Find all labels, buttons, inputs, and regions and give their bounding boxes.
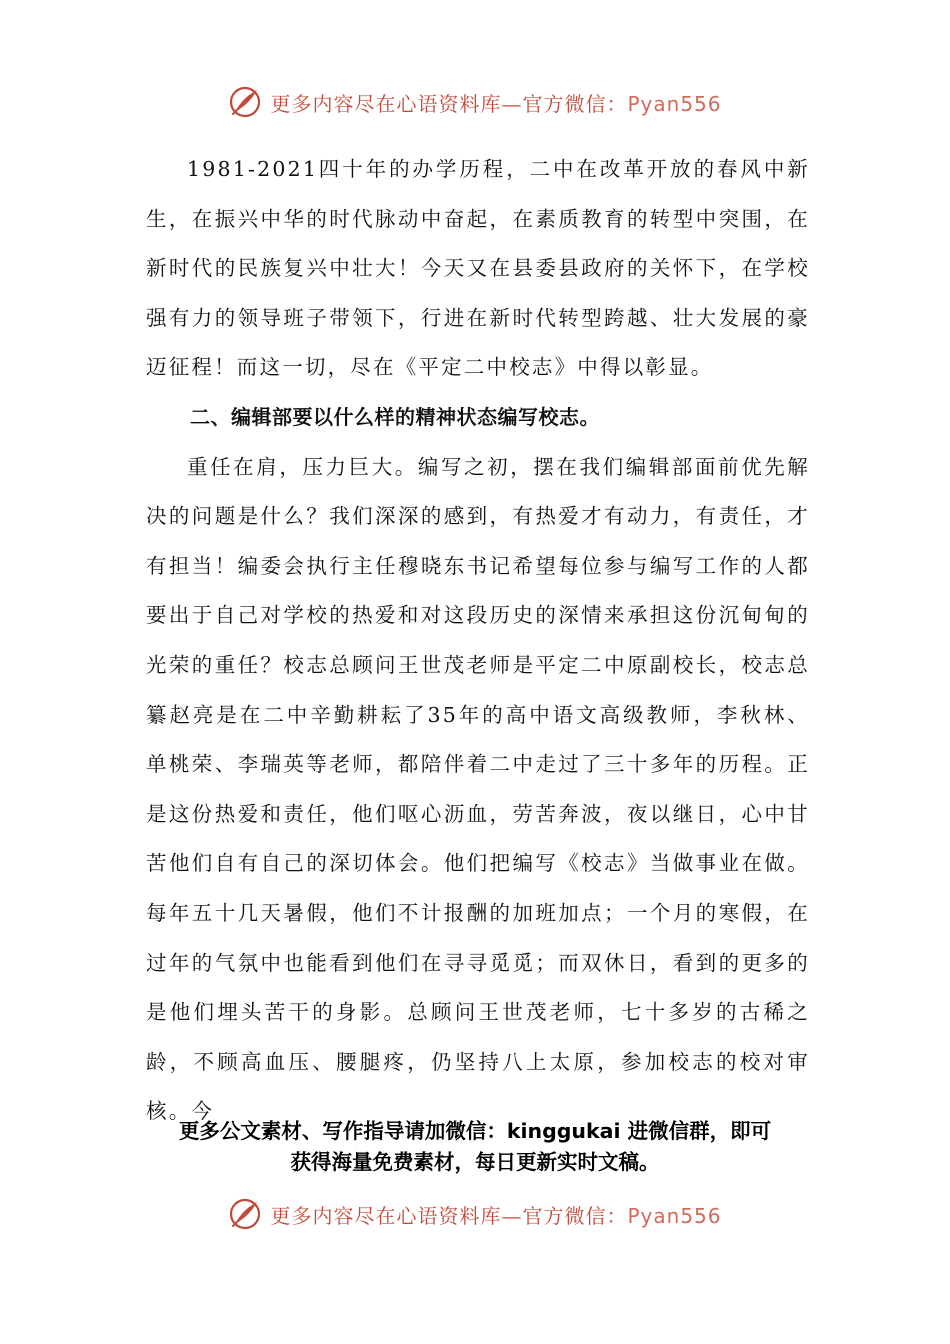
header-banner bbox=[0, 80, 950, 124]
document-body bbox=[146, 145, 810, 1137]
paragraph-1: 1981-2021四十年的办学历程，二中在改革开放的春风中新生，在振兴中华的时代脉动中奋起，在素质教育的转型中突围，在新时代的民族复兴中壮大！今天又在县委县政府的关怀下，在学校强有力的领导班子带领下，行进在新时代转型跨越、壮大发展的豪迈征程！而这一切，尽在《平定二中校志》中得以彰显。 bbox=[146, 157, 810, 380]
header-banner-text: 更多内容尽在心语资料库—官方微信：Pyan556 bbox=[270, 91, 722, 116]
footer-banner-text: 更多内容尽在心语资料库—官方微信：Pyan556 bbox=[270, 1203, 722, 1228]
feather-pen-logo-icon bbox=[228, 85, 262, 119]
promo-notice-line-1: 更多公文素材、写作指导请加微信：kinggukai 进微信群，即可 bbox=[178, 1119, 772, 1143]
footer-wechat-id: Pyan556 bbox=[627, 1203, 722, 1228]
section-heading-2: 二、编辑部要以什么样的精神状态编写校志。 bbox=[190, 404, 600, 429]
feather-pen-logo-icon bbox=[228, 1197, 262, 1231]
footer-banner bbox=[0, 1192, 950, 1236]
promo-notice-line-2: 获得海量免费素材，每日更新实时文稿。 bbox=[290, 1150, 660, 1174]
promo-notice bbox=[120, 1116, 830, 1178]
header-wechat-id: Pyan556 bbox=[627, 91, 722, 116]
paragraph-2: 重任在肩，压力巨大。编写之初，摆在我们编辑部面前优先解决的问题是什么？我们深深的感到，有热爱才有动力，有责任，才有担当！编委会执行主任穆晓东书记希望每位参与编写工作的人都要出于自己对学校的热爱和对这段历史的深情来承担这份沉甸甸的光荣的重任？校志总顾问王世茂老师是平定二中原副校长，校志总纂赵亮是在二中辛勤耕耘了35年的高中语文高级教师，李秋林、单桃荣、李瑞英等老师，都陪伴着二中走过了三十多年的历程。正是这份热爱和责任，他们呕心沥血，劳苦奔波，夜以继日，心中甘苦他们自有自己的深切体会。他们把编写《校志》当做事业在做。每年五十几天暑假，他们不计报酬的加班加点；一个月的寒假，在过年的气氛中也能看到他们在寻寻觅觅；而双休日，看到的更多的是他们埋头苦干的身影。总顾问王世茂老师，七十多岁的古稀之龄，不顾高血压、腰腿疼，仍坚持八上太原，参加校志的校对审核。今 bbox=[146, 454, 810, 1124]
